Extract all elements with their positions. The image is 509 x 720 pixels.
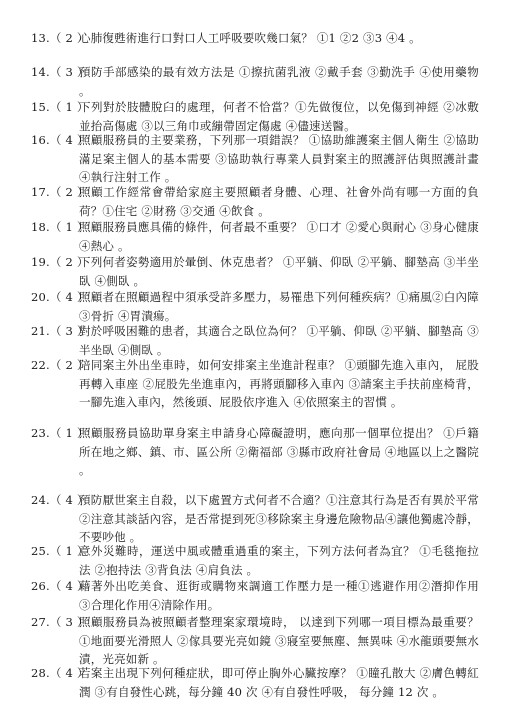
question-text: 照顧服務員協助單身案主申請身心障礙證明，應向那一個單位提出？ ①戶籍所在地之鄉、鎮、市、區公所 ②衛福部 ③縣市政府社會局 ④地區以上之醫院 。 bbox=[79, 426, 479, 477]
question-text: 下列對於肢體脫臼的處理，何者不恰當？①先做復位，以免傷到神經 ②冰敷並抬高傷處 ③以三角巾或繃帶固定傷處 ④儘速送醫。 bbox=[79, 100, 479, 133]
question-text: 若案主出現下列何種症狀，即可停止胸外心臟按摩？ ①瞳孔散大 ②膚色轉紅潤 ③有自發性心跳，每分鐘 40 次 ④有自發性呼吸， 每分鐘 12 次 。 bbox=[79, 666, 479, 699]
question-25 bbox=[31, 542, 479, 579]
question-text: 照顧工作經常會帶給家庭主要照顧者身體、心理、社會外尚有哪一方面的負荷？①住宅 ②財務 ③交通 ④飲食 。 bbox=[79, 185, 479, 218]
question-number: 20.（ 4 ） bbox=[31, 290, 89, 304]
question-15 bbox=[31, 98, 479, 135]
question-number: 27.（ 3 ） bbox=[31, 615, 89, 629]
question-26 bbox=[31, 577, 479, 614]
question-text: 照顧者在照顧過程中須承受許多壓力，易罹患下列何種疾病？①痛風②白內障③骨折 ④胃潰瘍。 bbox=[79, 290, 479, 323]
question-number: 14.（ 3 ） bbox=[31, 65, 89, 79]
question-text: 陪同案主外出坐車時，如何安排案主坐進計程車？ ①頭腳先進入車內， 屁股再轉入車座 ②屁股先坐進車內，再將頭腳移入車內 ③請案主手扶前座椅背，一腳先進入車內，然後頭、屁股依序進入 ④依照案主的習慣 。 bbox=[79, 358, 479, 409]
question-text: 照顧服務員應具備的條件，何者最不重要？ ①口才 ②愛心與耐心 ③身心健康④熱心 。 bbox=[79, 220, 479, 253]
question-number: 22.（ 2 ） bbox=[31, 358, 89, 372]
question-number: 23.（ 1 ） bbox=[31, 426, 89, 440]
question-text: 意外災難時，運送中風或體重過重的案主，下列方法何者為宜？ ①毛毯拖拉法 ②抱持法 ③背負法 ④肩負法 。 bbox=[79, 544, 479, 577]
question-27 bbox=[31, 613, 479, 669]
question-text: 心肺復甦術進行口對口人工呼吸要吹幾口氣？ ①1 ②2 ③3 ④4 。 bbox=[79, 31, 421, 45]
question-number: 16.（ 4 ） bbox=[31, 133, 89, 147]
question-text: 預防手部感染的最有效方法是 ①擦抗菌乳液 ②戴手套 ③勤洗手 ④使用藥物 。 bbox=[79, 65, 479, 98]
question-number: 18.（ 1 ） bbox=[31, 220, 89, 234]
question-text: 下列何者姿勢適用於暈倒、休克患者？ ①平躺、仰臥 ②平躺、腳墊高 ③半坐臥 ④側臥 。 bbox=[79, 255, 479, 288]
question-number: 13.（ 2 ） bbox=[31, 31, 89, 45]
question-17 bbox=[31, 183, 479, 220]
question-18 bbox=[31, 218, 479, 255]
question-22 bbox=[31, 356, 479, 412]
question-13 bbox=[31, 29, 479, 48]
question-number: 26.（ 4 ） bbox=[31, 579, 89, 593]
question-20 bbox=[31, 288, 479, 325]
question-number: 21.（ 3 ） bbox=[31, 324, 89, 338]
question-number: 28.（ 4 ） bbox=[31, 666, 89, 680]
question-number: 17.（ 2 ） bbox=[31, 185, 89, 199]
question-text: 照顧服務員為被照顧者整理案家環境時， 以達到下列哪一項目標為最重要？ ①地面要光滑照人 ②傢具要光亮如鏡 ③寢室要無塵、無異味 ④水龍頭要無水漬，光亮如新 。 bbox=[79, 615, 479, 666]
question-24 bbox=[31, 491, 479, 547]
question-19 bbox=[31, 253, 479, 290]
question-16 bbox=[31, 131, 479, 187]
question-14 bbox=[31, 63, 479, 100]
question-number: 19.（ 2 ） bbox=[31, 255, 89, 269]
question-21 bbox=[31, 322, 479, 359]
question-28 bbox=[31, 664, 479, 701]
question-number: 25.（ 1 ） bbox=[31, 544, 89, 558]
question-text: 照顧服務員的主要業務，下列那一項錯誤？ ①協助維護案主個人衛生 ②協助滿足案主個人的基本需要 ③協助執行專業人員對案主的照護評估與照護計畫 ④執行注射工作 。 bbox=[79, 133, 479, 184]
question-23 bbox=[31, 424, 479, 480]
question-text: 對於呼吸困難的患者，其適合之臥位為何？ ①平躺、仰臥 ②平躺、腳墊高 ③半坐臥 ④側臥 。 bbox=[79, 324, 479, 357]
question-number: 15.（ 1 ） bbox=[31, 100, 89, 114]
question-number: 24.（ 4 ） bbox=[31, 493, 89, 507]
question-text: 藉著外出吃美食、逛街或購物來調適工作壓力是一種①逃避作用②潛抑作用 ③合理化作用④清除作用。 bbox=[79, 579, 479, 612]
question-text: 預防厭世案主自殺，以下處置方式何者不合適？①注意其行為是否有異於平常②注意其談話內容，是否常提到死③移除案主身邊危險物品④讓他獨處冷靜，不要吵他 。 bbox=[79, 493, 479, 544]
